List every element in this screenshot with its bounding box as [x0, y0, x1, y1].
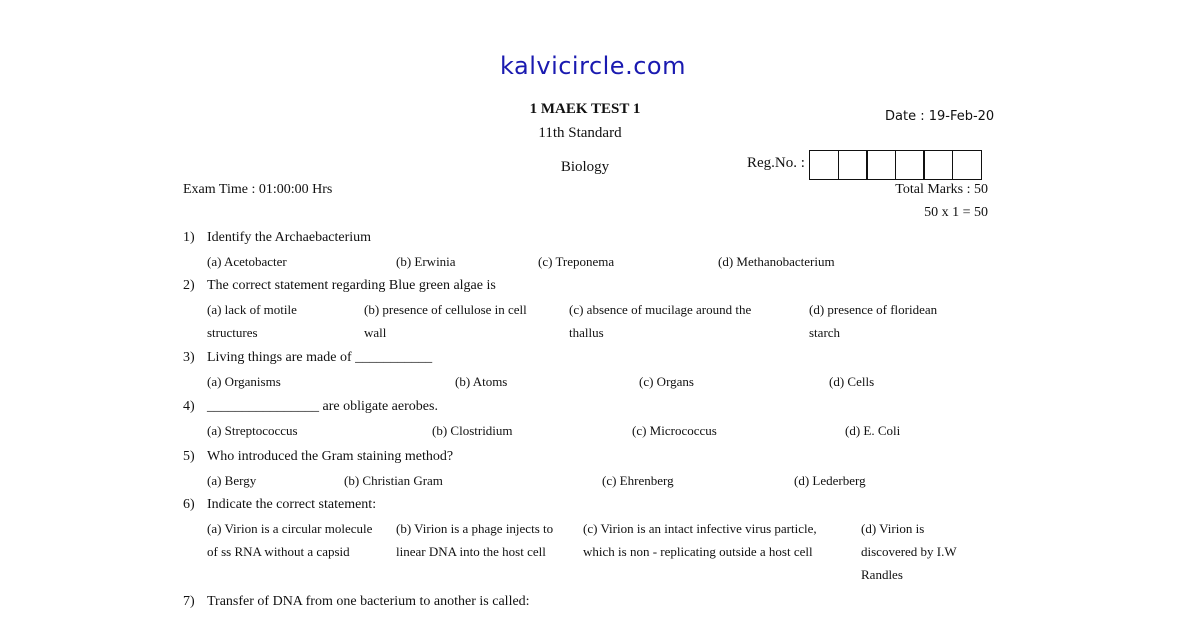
option-text: (a) Acetobacter	[207, 254, 287, 269]
option-text: (d) Lederberg	[794, 473, 866, 488]
option-text: (b) Clostridium	[432, 423, 513, 438]
question-text: Living things are made of ___________	[207, 350, 433, 365]
option-text: (b) Christian Gram	[344, 473, 443, 488]
question-number: 4)	[183, 399, 195, 414]
question-text: Identify the Archaebacterium	[207, 230, 372, 245]
subject-label: Biology	[560, 159, 610, 175]
option-text: discovered by I.W	[861, 544, 957, 559]
question-text: ________________ are obligate aerobes.	[207, 399, 438, 414]
option-text: starch	[809, 325, 841, 340]
option-text: (b) Erwinia	[396, 254, 456, 269]
option-text: (b) Atoms	[455, 374, 508, 389]
option-text: (a) Virion is a circular molecule	[207, 521, 373, 536]
reg-no-box	[809, 150, 839, 180]
reg-no-box	[923, 150, 953, 180]
question-text: Transfer of DNA from one bacterium to another is called:	[207, 594, 530, 609]
option-text: Randles	[861, 567, 903, 582]
option-text: of ss RNA without a capsid	[207, 544, 350, 559]
marks-scheme: 50 x 1 = 50	[924, 205, 988, 220]
option-text: linear DNA into the host cell	[396, 544, 546, 559]
option-text: (d) presence of floridean	[809, 302, 938, 317]
question-number: 2)	[183, 278, 195, 293]
option-text: (c) Organs	[639, 374, 694, 389]
option-text: which is non - replicating outside a host cell	[583, 544, 813, 559]
option-text: (c) Virion is an intact infective virus particle,	[583, 521, 817, 536]
test-date: Date : 19-Feb-20	[885, 109, 995, 124]
reg-no-box	[866, 150, 896, 180]
question-number: 7)	[183, 594, 195, 609]
option-text: (b) Virion is a phage injects to	[396, 521, 554, 536]
reg-no-box	[895, 150, 925, 180]
question-text: Who introduced the Gram staining method?	[207, 449, 454, 464]
question-text: Indicate the correct statement:	[207, 497, 377, 512]
question-number: 3)	[183, 350, 195, 365]
option-text: (a) lack of motile	[207, 302, 297, 317]
total-marks: Total Marks : 50	[895, 182, 988, 197]
question-number: 5)	[183, 449, 195, 464]
option-text: (b) presence of cellulose in cell	[364, 302, 527, 317]
option-text: wall	[364, 325, 387, 340]
test-title: 1 MAEK TEST 1	[529, 101, 641, 117]
option-text: structures	[207, 325, 258, 340]
option-text: (d) Virion is	[861, 521, 925, 536]
reg-no-label: Reg.No. :	[747, 155, 805, 171]
reg-no-boxes	[809, 150, 982, 180]
site-watermark: kalvicircle.com	[500, 52, 686, 80]
option-text: (d) Cells	[829, 374, 875, 389]
standard-label: 11th Standard	[538, 125, 622, 141]
question-number: 6)	[183, 497, 195, 512]
option-text: (c) Ehrenberg	[602, 473, 674, 488]
option-text: (d) E. Coli	[845, 423, 901, 438]
option-text: (c) Micrococcus	[632, 423, 717, 438]
option-text: thallus	[569, 325, 604, 340]
reg-no-box	[952, 150, 982, 180]
option-text: (a) Bergy	[207, 473, 257, 488]
option-text: (a) Streptococcus	[207, 423, 298, 438]
option-text: (c) absence of mucilage around the	[569, 302, 752, 317]
option-text: (c) Treponema	[538, 254, 615, 269]
option-text: (d) Methanobacterium	[718, 254, 835, 269]
exam-time: Exam Time : 01:00:00 Hrs	[183, 182, 333, 197]
question-text: The correct statement regarding Blue green algae is	[207, 278, 496, 293]
question-number: 1)	[183, 230, 195, 245]
reg-no-box	[838, 150, 868, 180]
option-text: (a) Organisms	[207, 374, 281, 389]
